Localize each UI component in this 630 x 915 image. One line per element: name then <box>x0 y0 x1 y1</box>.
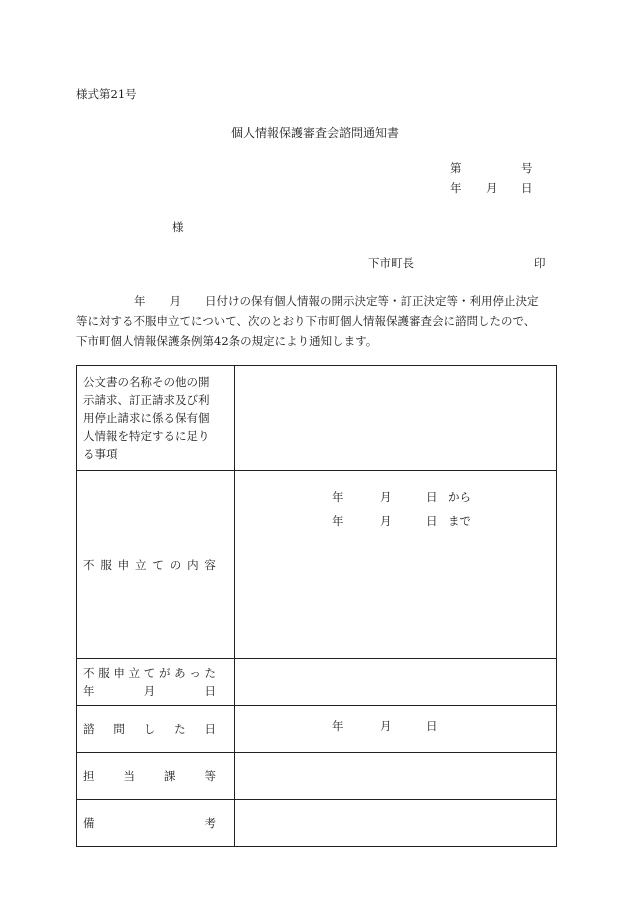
label-department <box>77 753 235 800</box>
sender-name: 下市町長 <box>368 256 414 270</box>
date-day: 日 <box>521 181 533 195</box>
appeal-date-units <box>83 682 216 700</box>
to-month: 月 <box>380 514 392 528</box>
justified-label <box>83 767 216 785</box>
body-month: 月 <box>169 294 181 308</box>
label-char: 等 <box>204 769 216 783</box>
body-year: 年 <box>134 294 146 308</box>
consultation-year: 年 <box>332 719 344 733</box>
label-char: た <box>174 722 186 736</box>
label-char: あ <box>174 666 186 680</box>
to-day: 日 <box>426 514 438 528</box>
justified-label <box>83 556 216 574</box>
label-char: 服 <box>100 557 112 572</box>
body-line-3: 下市町個人情報保護条例第42条の規定により通知します。 <box>76 334 378 348</box>
value-appeal-content[interactable] <box>235 471 557 659</box>
body-line-2: 等に対する不服申立てについて、次のとおり下市町個人情報保護審査会に諮問したので、 <box>76 314 536 328</box>
body-line-1-rest: 日付けの保有個人情報の開示決定等・訂正決定等・利用停止決定 <box>205 294 539 308</box>
table-row <box>77 800 557 847</box>
notice-table <box>76 365 557 847</box>
value-appeal-date[interactable] <box>235 659 557 706</box>
number-go: 号 <box>521 161 533 175</box>
justified-label <box>83 814 216 832</box>
justified-label <box>83 720 216 738</box>
label-line: 人情報を特定するに足り <box>83 429 210 443</box>
notice-body <box>76 291 558 351</box>
label-appeal-date <box>77 659 235 706</box>
from-suffix: から <box>448 490 471 504</box>
label-char: の <box>169 557 182 572</box>
label-char: が <box>158 666 171 680</box>
label-line: 示請求、訂正請求及び利 <box>83 393 210 407</box>
label-line: る事項 <box>83 447 118 461</box>
from-day: 日 <box>426 490 438 504</box>
value-remarks[interactable] <box>235 800 557 847</box>
label-char: 不 <box>83 557 95 572</box>
table-row <box>77 471 557 659</box>
label-char: て <box>152 557 164 572</box>
to-year: 年 <box>332 514 344 528</box>
label-line: 公文書の名称その他の開 <box>83 375 210 389</box>
label-char: 立 <box>135 557 147 572</box>
label-char: 担 <box>83 769 95 783</box>
table-row <box>77 753 557 800</box>
value-department[interactable] <box>235 753 557 800</box>
label-char: 考 <box>204 816 216 830</box>
label-char: 立 <box>128 666 141 680</box>
label-line: 用停止請求に係る保有個 <box>83 411 210 425</box>
label-char: 日 <box>204 722 216 736</box>
label-char: て <box>143 666 156 680</box>
label-char: 服 <box>98 666 110 680</box>
value-consultation-date[interactable] <box>235 706 557 753</box>
date-year: 年 <box>450 181 462 195</box>
number-dai: 第 <box>450 161 462 175</box>
label-char: 申 <box>113 666 125 680</box>
table-row <box>77 366 557 471</box>
label-char: 備 <box>83 816 95 830</box>
body-line-1 <box>76 291 558 311</box>
table-row <box>77 659 557 706</box>
consultation-month: 月 <box>380 719 392 733</box>
document-title: 個人情報保護審査会諮問通知書 <box>230 126 399 140</box>
label-consultation-date <box>77 706 235 753</box>
label-char: 内 <box>187 557 199 572</box>
appeal-month: 月 <box>143 684 156 698</box>
justified-label <box>83 664 216 682</box>
seal-mark: 印 <box>534 256 546 270</box>
label-char: 問 <box>113 722 125 736</box>
value-document-identification[interactable] <box>235 366 557 471</box>
from-year: 年 <box>332 490 344 504</box>
label-char: 課 <box>164 769 176 783</box>
label-document-identification <box>77 366 235 471</box>
label-char: 不 <box>83 666 95 680</box>
appeal-year: 年 <box>83 684 95 698</box>
label-char: 申 <box>117 557 130 572</box>
date-month: 月 <box>486 181 498 195</box>
label-char: っ <box>189 666 201 680</box>
label-char: 当 <box>123 769 135 783</box>
label-appeal-content <box>77 471 235 659</box>
label-char: 諮 <box>83 722 95 736</box>
label-char: 容 <box>204 557 216 572</box>
addressee-honorific: 様 <box>172 220 184 234</box>
appeal-day: 日 <box>204 684 216 698</box>
to-suffix: まで <box>448 514 471 528</box>
form-number: 様式第21号 <box>76 87 137 101</box>
table-row <box>77 706 557 753</box>
label-remarks <box>77 800 235 847</box>
from-month: 月 <box>380 490 392 504</box>
label-char: た <box>204 666 216 680</box>
label-char: し <box>143 722 156 736</box>
consultation-day: 日 <box>426 719 438 733</box>
